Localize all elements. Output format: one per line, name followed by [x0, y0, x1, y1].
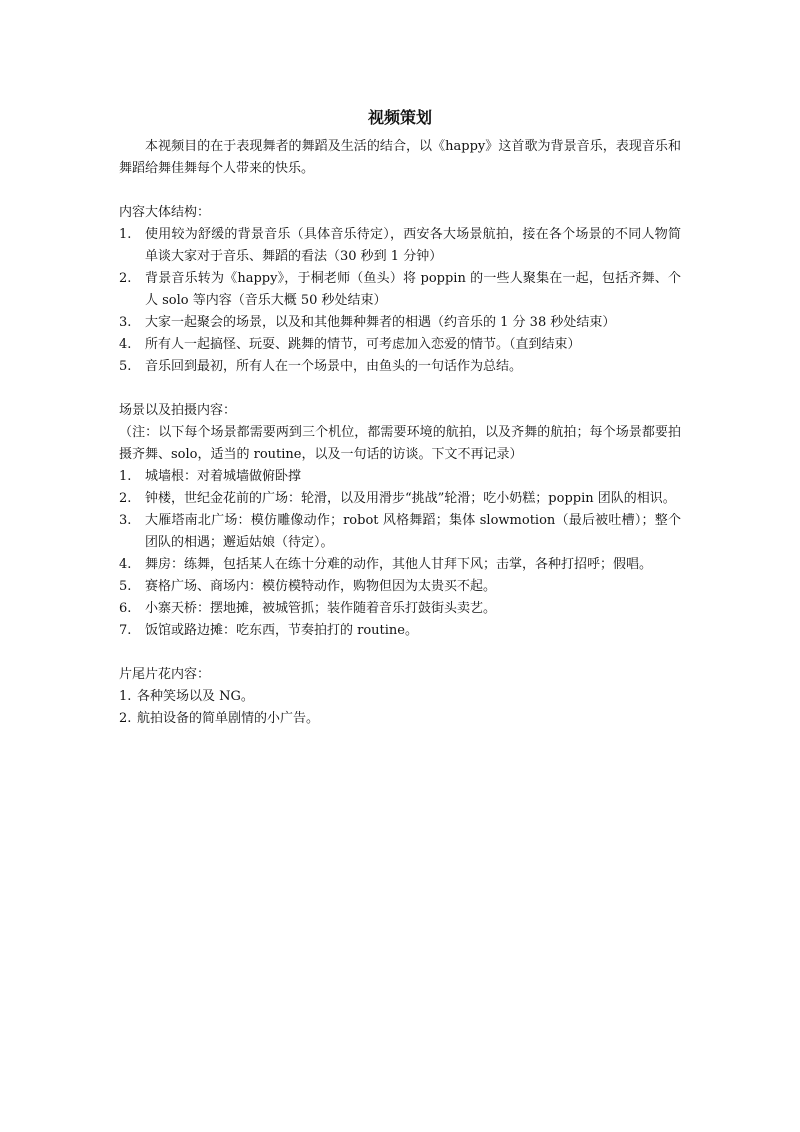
ending-list — [119, 686, 681, 730]
list-item-number: 5. — [119, 359, 132, 374]
list-item-text: 饭馆或路边摊：吃东西，节奏拍打的 routine。 — [145, 623, 418, 638]
list-item — [119, 708, 681, 730]
list-item-text: 大家一起聚会的场景，以及和其他舞种舞者的相遇（约音乐的 1 分 38 秒处结束） — [145, 315, 616, 330]
list-item-number: 3. — [119, 513, 132, 528]
spacer — [119, 642, 681, 664]
scenes-note: （注：以下每个场景都需要两到三个机位，都需要环境的航拍，以及齐舞的航拍；每个场景都要拍摄齐舞、solo，适当的 routine，以及一句话的访谈。下文不再记录） — [119, 425, 681, 462]
list-item-number: 7. — [119, 623, 132, 638]
list-item-number: 2. — [119, 271, 132, 286]
list-item — [119, 510, 681, 554]
structure-heading: 内容大体结构： — [119, 205, 211, 220]
list-item — [119, 488, 681, 510]
document-body — [119, 106, 681, 730]
document-title: 视频策划 — [367, 108, 432, 127]
list-item-text: 航拍设备的简单剧情的小广告。 — [137, 711, 320, 726]
list-item — [119, 466, 681, 488]
list-item-text: 钟楼，世纪金花前的广场：轮滑，以及用滑步“挑战”轮滑；吃小奶糕；poppin 团队的相识。 — [145, 491, 676, 506]
list-item-text: 城墙根：对着城墙做俯卧撑 — [145, 469, 302, 484]
list-item-number: 4. — [119, 557, 132, 572]
list-item-number: 1. — [119, 689, 132, 704]
list-item — [119, 224, 681, 268]
list-item — [119, 620, 681, 642]
list-item — [119, 268, 681, 312]
list-item — [119, 576, 681, 598]
list-item-number: 2. — [119, 711, 132, 726]
list-item-number: 6. — [119, 601, 132, 616]
list-item — [119, 686, 681, 708]
spacer — [119, 378, 681, 400]
structure-list — [119, 224, 681, 378]
list-item-text: 音乐回到最初，所有人在一个场景中，由鱼头的一句话作为总结。 — [145, 359, 523, 374]
list-item-number: 5. — [119, 579, 132, 594]
list-item-text: 使用较为舒缓的背景音乐（具体音乐待定），西安各大场景航拍，接在各个场景的不同人物简单谈大家对于音乐、舞蹈的看法（30 秒到 1 分钟） — [145, 227, 681, 264]
list-item-text: 各种笑场以及 NG。 — [137, 689, 254, 704]
ending-heading: 片尾片花内容： — [119, 667, 211, 682]
scenes-heading: 场景以及拍摄内容： — [119, 403, 237, 418]
spacer — [119, 180, 681, 202]
list-item-number: 2. — [119, 491, 132, 506]
scenes-list — [119, 466, 681, 642]
list-item-number: 1. — [119, 469, 132, 484]
list-item-number: 1. — [119, 227, 132, 242]
intro-paragraph: 本视频目的在于表现舞者的舞蹈及生活的结合，以《happy》这首歌为背景音乐，表现音乐和舞蹈给舞佳舞每个人带来的快乐。 — [119, 139, 681, 176]
list-item — [119, 598, 681, 620]
list-item-text: 大雁塔南北广场：模仿雕像动作；robot 风格舞蹈；集体 slowmotion（最后被吐槽）；整个团队的相遇；邂逅姑娘（待定）。 — [145, 513, 681, 550]
list-item-text: 背景音乐转为《happy》，于桐老师（鱼头）将 poppin 的一些人聚集在一起，包括齐舞、个人 solo 等内容（音乐大概 50 秒处结束） — [145, 271, 681, 308]
list-item-number: 4. — [119, 337, 132, 352]
list-item-text: 小寨天桥：摆地摊，被城管抓；装作随着音乐打鼓街头卖艺。 — [145, 601, 497, 616]
list-item — [119, 334, 681, 356]
list-item-text: 赛格广场、商场内：模仿模特动作，购物但因为太贵买不起。 — [145, 579, 497, 594]
list-item — [119, 356, 681, 378]
list-item — [119, 554, 681, 576]
list-item-number: 3. — [119, 315, 132, 330]
list-item-text: 舞房：练舞，包括某人在练十分难的动作，其他人甘拜下风；击掌，各种打招呼；假唱。 — [145, 557, 653, 572]
list-item — [119, 312, 681, 334]
list-item-text: 所有人一起搞怪、玩耍、跳舞的情节，可考虑加入恋爱的情节。（直到结束） — [145, 337, 581, 352]
